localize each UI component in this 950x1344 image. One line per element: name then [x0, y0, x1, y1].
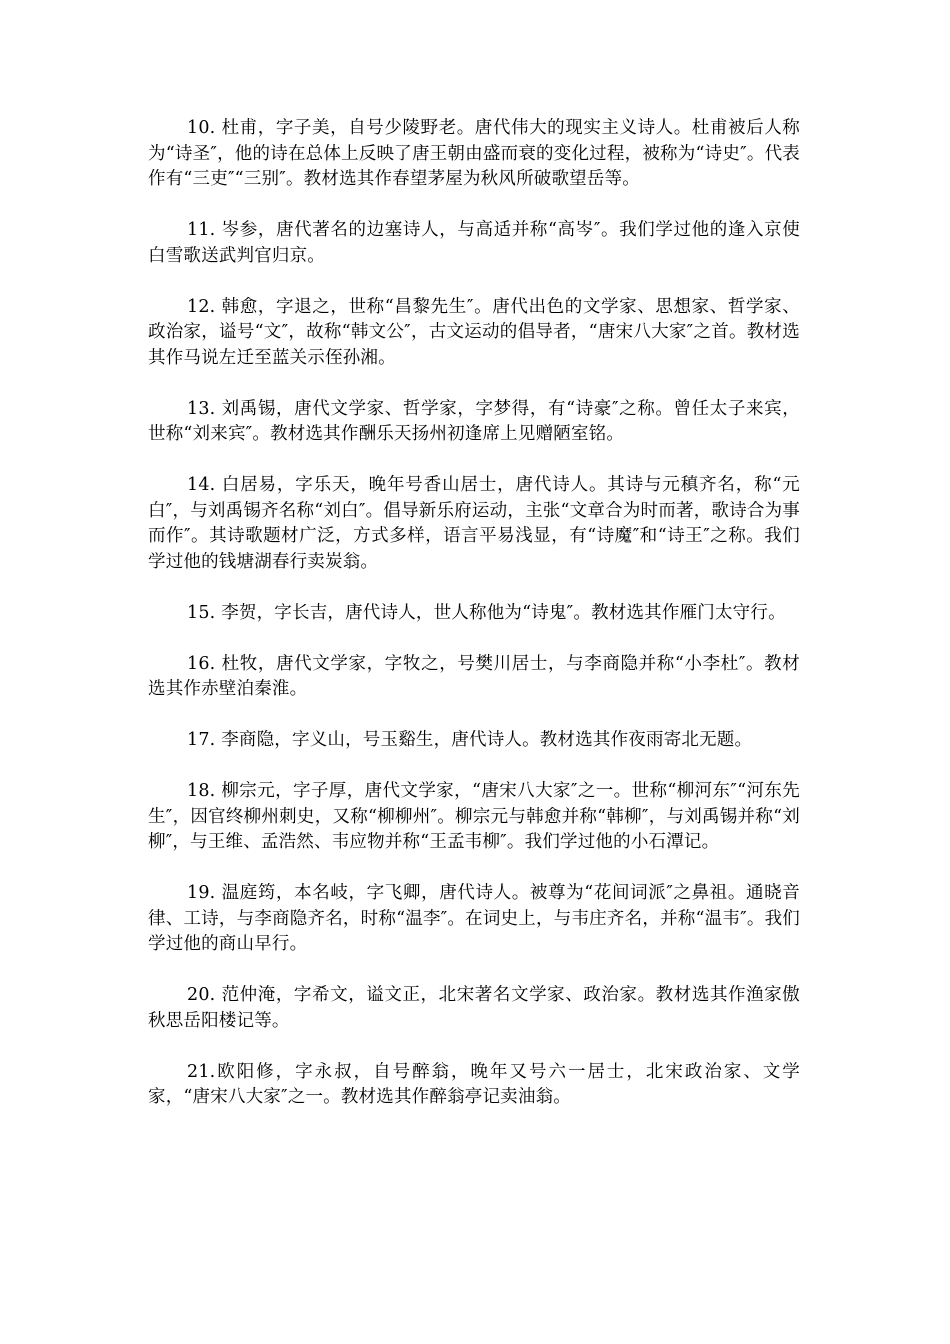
paragraph-li-he: 15. 李贺，字长吉，唐代诗人，世人称他为“诗鬼″。教材选其作雁门太守行。 — [187, 602, 786, 623]
paragraph-wen-tingyun: 19. 温庭筠，本名岐，字飞卿，唐代诗人。被尊为“花间词派″之鼻祖。通晓音律、工诗，与李商隐齐名，时称“温李″。在词史上，与韦庄齐名，并称“温韦″。我们学过他的商山早行。 — [148, 883, 800, 954]
paragraph-liu-yuxi: 13. 刘禹锡，唐代文学家、哲学家，字梦得，有“诗豪″之称。曾任太子来宾，世称“刘来宾″。教材选其作酬乐天扬州初逢席上见赠陋室铭。 — [148, 398, 800, 444]
paragraph-ouyang-xiu: 21.欧阳修，字永叔，自号醉翁，晚年又号六一居士，北宋政治家、文学家，“唐宋八大家″之一。教材选其作醉翁亭记卖油翁。 — [148, 1061, 800, 1107]
paragraph-han-yu: 12. 韩愈，字退之，世称“昌黎先生″。唐代出色的文学家、思想家、哲学家、政治家，谥号“文″，故称“韩文公″，古文运动的倡导者，“唐宋八大家″之首。教材选其作马说左迁至蓝关示侄孙湘。 — [148, 296, 800, 368]
paragraph-li-shangyin: 17. 李商隐，字义山，号玉谿生，唐代诗人。教材选其作夜雨寄北无题。 — [187, 730, 753, 750]
document-page — [148, 116, 800, 1136]
paragraph-du-fu: 10. 杜甫，字子美，自号少陵野老。唐代伟大的现实主义诗人。杜甫被后人称为“诗圣″，他的诗在总体上反映了唐王朝由盛而衰的变化过程，被称为“诗史″。代表作有“三吏″“三别″。教材选其作春望茅屋为秋风所破歌望岳等。 — [148, 118, 800, 189]
paragraph-cen-shen: 11. 岑参，唐代著名的边塞诗人，与高适并称“高岑″。我们学过他的逢入京使白雪歌送武判官归京。 — [148, 220, 800, 266]
paragraph-fan-zhongyan: 20. 范仲淹，字希文，谥文正，北宋著名文学家、政治家。教材选其作渔家傲秋思岳阳楼记等。 — [148, 985, 800, 1031]
paragraph-liu-zongyuan: 18. 柳宗元，字子厚，唐代文学家，“唐宋八大家″之一。世称“柳河东″“河东先生″，因官终柳州刺史，又称“柳柳州″。柳宗元与韩愈并称“韩柳″，与刘禹锡并称“刘柳″，与王维、孟浩然、韦应物并称“王孟韦柳″。我们学过他的小石潭记。 — [148, 781, 800, 852]
paragraph-du-mu: 16. 杜牧，唐代文学家，字牧之，号樊川居士，与李商隐并称“小李杜″。教材选其作赤壁泊秦淮。 — [148, 653, 800, 699]
paragraph-bai-juyi: 14. 白居易，字乐天，晚年号香山居士，唐代诗人。其诗与元稹齐名，称“元白″，与刘禹锡齐名称“刘白″。倡导新乐府运动，主张“文章合为时而著，歌诗合为事而作″。其诗歌题材广泛，方式多样，语言平易浅显，有“诗魔″和“诗王″之称。我们学过他的钱塘湖春行卖炭翁。 — [148, 475, 800, 572]
